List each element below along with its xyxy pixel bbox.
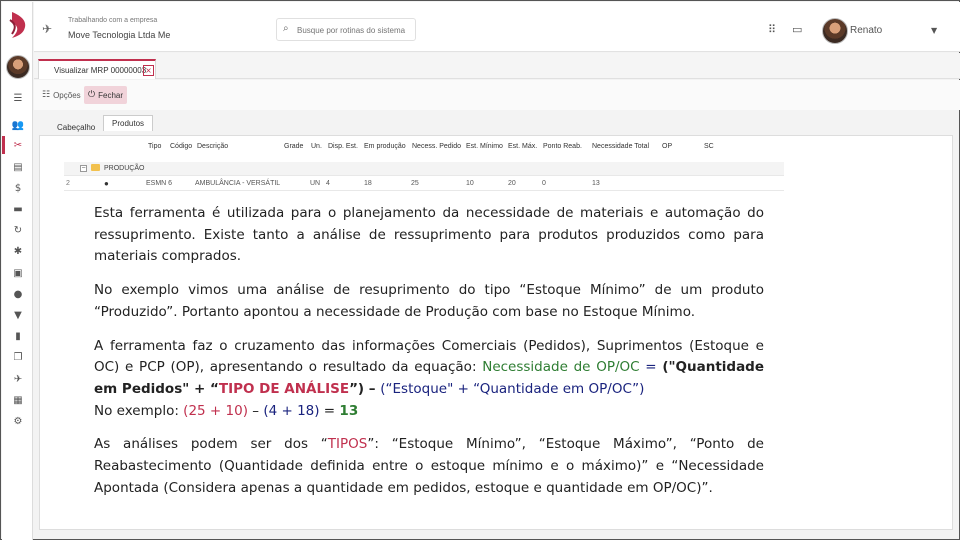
equation-term-c: (“Estoque" + “Quantidade em OP/OC”): [380, 380, 645, 397]
options-icon: ☷: [42, 90, 51, 100]
cell-est-minimo: 10: [466, 180, 474, 187]
column-header[interactable]: Descrição: [197, 143, 229, 150]
column-header[interactable]: Est. Máx.: [508, 143, 538, 150]
column-header[interactable]: Tipo: [148, 143, 162, 150]
paragraph-intro: Esta ferramenta é utilizada para o planejamento da necessidade de materiais e automação do ressuprimento. Existe tanto a análise de ressuprimento para produtos produzidos como para materiais comprados.: [94, 205, 764, 265]
column-header[interactable]: Ponto Reab.: [543, 143, 582, 150]
equation-term-b: ”) –: [349, 380, 381, 397]
cell-necess-pedido: 25: [411, 180, 419, 187]
column-header[interactable]: Grade: [284, 143, 304, 150]
dollar-icon[interactable]: $: [14, 182, 22, 194]
document-tab-strip: [34, 53, 960, 79]
cell-ponto-reab: 0: [542, 180, 546, 187]
cell-est-maximo: 20: [508, 180, 516, 187]
cell-un: UN: [310, 180, 321, 187]
tools-icon[interactable]: ✂: [13, 139, 23, 151]
equation-equals: =: [639, 359, 663, 376]
example-label: No exemplo:: [94, 402, 184, 419]
table-row[interactable]: [64, 177, 784, 191]
company-label: Trabalhando com a empresa: [68, 17, 158, 24]
types-keyword: TIPOS: [327, 436, 368, 453]
sidebar: [2, 2, 33, 540]
equation-tipo: TIPO DE ANÁLISE: [218, 380, 350, 397]
row-number: 2: [66, 180, 70, 187]
example-result: 13: [339, 402, 359, 419]
apps-grid-icon[interactable]: ⠿: [768, 23, 777, 36]
truck-icon[interactable]: ▬: [13, 203, 23, 215]
wrench-icon[interactable]: ✱: [13, 245, 23, 257]
column-header[interactable]: Est. Mínimo: [466, 143, 503, 150]
copy-icon[interactable]: ❐: [13, 351, 23, 363]
users-icon[interactable]: 👥: [11, 119, 25, 131]
column-header[interactable]: Un.: [311, 143, 322, 150]
cell-necessidade-total: 13: [592, 180, 600, 187]
brand-logo: [6, 10, 30, 40]
company-icon: ✈: [42, 22, 53, 36]
grid-apps-icon[interactable]: ▦: [13, 394, 23, 406]
cell-disp-est: 4: [326, 180, 330, 187]
equation-term-a: ("Quantidade em Pedidos" + “: [94, 359, 764, 397]
search-icon: ⌕: [283, 23, 289, 34]
search-box[interactable]: [276, 18, 416, 41]
paragraph-equation: [94, 336, 764, 423]
equation-result-label: Necessidade de OP/OC: [482, 359, 640, 376]
toolbar: [34, 80, 960, 110]
power-icon: ⏻: [88, 90, 96, 100]
cell-descricao: AMBULÂNCIA - VERSÁTIL: [195, 180, 281, 187]
paragraph-types: [94, 434, 764, 499]
tab-visualizar-mrp[interactable]: [38, 59, 156, 79]
cell-codigo: ESMN 6: [146, 180, 173, 187]
monitor-icon[interactable]: ▣: [13, 267, 23, 279]
calculator-icon[interactable]: ▤: [13, 161, 23, 173]
user-name[interactable]: Renato: [850, 25, 883, 36]
column-header[interactable]: SC: [704, 143, 714, 150]
column-header[interactable]: Em produção: [364, 143, 406, 150]
user-avatar[interactable]: [822, 18, 848, 44]
paragraph-example: No exemplo vimos uma análise de resuprimento do tipo “Estoque Mínimo” de um produto “Produzido”. Portanto apontou a necessidade de Produção com base no Estoque Mínimo.: [94, 282, 764, 320]
example-equals: =: [319, 402, 340, 419]
funnel-icon[interactable]: ▼: [14, 309, 22, 321]
example-term-a: (25 + 10): [183, 402, 248, 419]
status-dot-icon: ●: [104, 179, 109, 188]
chevron-down-icon[interactable]: ▼: [931, 26, 938, 35]
explanation-panel: [76, 191, 776, 529]
refresh-icon[interactable]: ↻: [13, 224, 23, 236]
options-button[interactable]: [38, 86, 85, 104]
tab-produtos[interactable]: Produtos: [103, 115, 153, 131]
avatar[interactable]: [6, 55, 30, 79]
equation-intro: A ferramenta faz o cruzamento das informações Comerciais (Pedidos), Suprimentos (Estoque e OC) e PCP (OP), apresentando o resultado da equação:: [94, 337, 764, 376]
chat-icon[interactable]: ▭: [792, 23, 803, 36]
column-header[interactable]: Disp. Est.: [328, 143, 358, 150]
options-label: Opções: [53, 90, 81, 100]
example-term-b: (4 + 18): [263, 402, 320, 419]
types-list: ”: “Estoque Mínimo”, “Estoque Máximo”, “Ponto de Reabastecimento (Quantidade definida entre o estoque mínimo e o máximo)” e “Necessidade Apontada (Considera apenas a quantidade em pedidos, estoque e quantidade em OP/OC)”.: [94, 436, 764, 496]
column-header[interactable]: Necess. Pedido: [412, 143, 462, 150]
close-label: Fechar: [98, 90, 124, 100]
company-name[interactable]: Move Tecnologia Ltda Me: [68, 30, 171, 40]
grid-header: [40, 143, 954, 155]
top-bar: [34, 2, 960, 52]
cell-em-producao: 18: [364, 180, 372, 187]
gear-icon[interactable]: ⚙: [13, 415, 23, 427]
active-indicator: [2, 136, 5, 154]
close-button[interactable]: [84, 86, 127, 104]
table-row[interactable]: [64, 162, 784, 176]
bird-icon[interactable]: ✈: [13, 373, 23, 385]
tab-label: Visualizar MRP 00000003: [54, 66, 147, 75]
coins-icon[interactable]: ●: [13, 288, 23, 300]
tab-cabecalho[interactable]: Cabeçalho: [57, 123, 96, 132]
folder-icon: [91, 164, 100, 171]
column-header[interactable]: Código: [170, 143, 193, 150]
types-intro: As análises podem ser dos “: [94, 436, 328, 453]
column-header[interactable]: OP: [662, 143, 673, 150]
bar-chart-icon[interactable]: ▮: [15, 330, 21, 342]
group-label: PRODUÇÃO: [104, 165, 145, 172]
column-header[interactable]: Necessidade Total: [592, 143, 650, 150]
collapse-icon[interactable]: −: [81, 165, 86, 172]
example-minus: –: [247, 402, 264, 419]
search-input[interactable]: [297, 23, 412, 37]
menu-icon[interactable]: ☰: [13, 92, 23, 104]
close-icon[interactable]: ×: [143, 65, 154, 76]
